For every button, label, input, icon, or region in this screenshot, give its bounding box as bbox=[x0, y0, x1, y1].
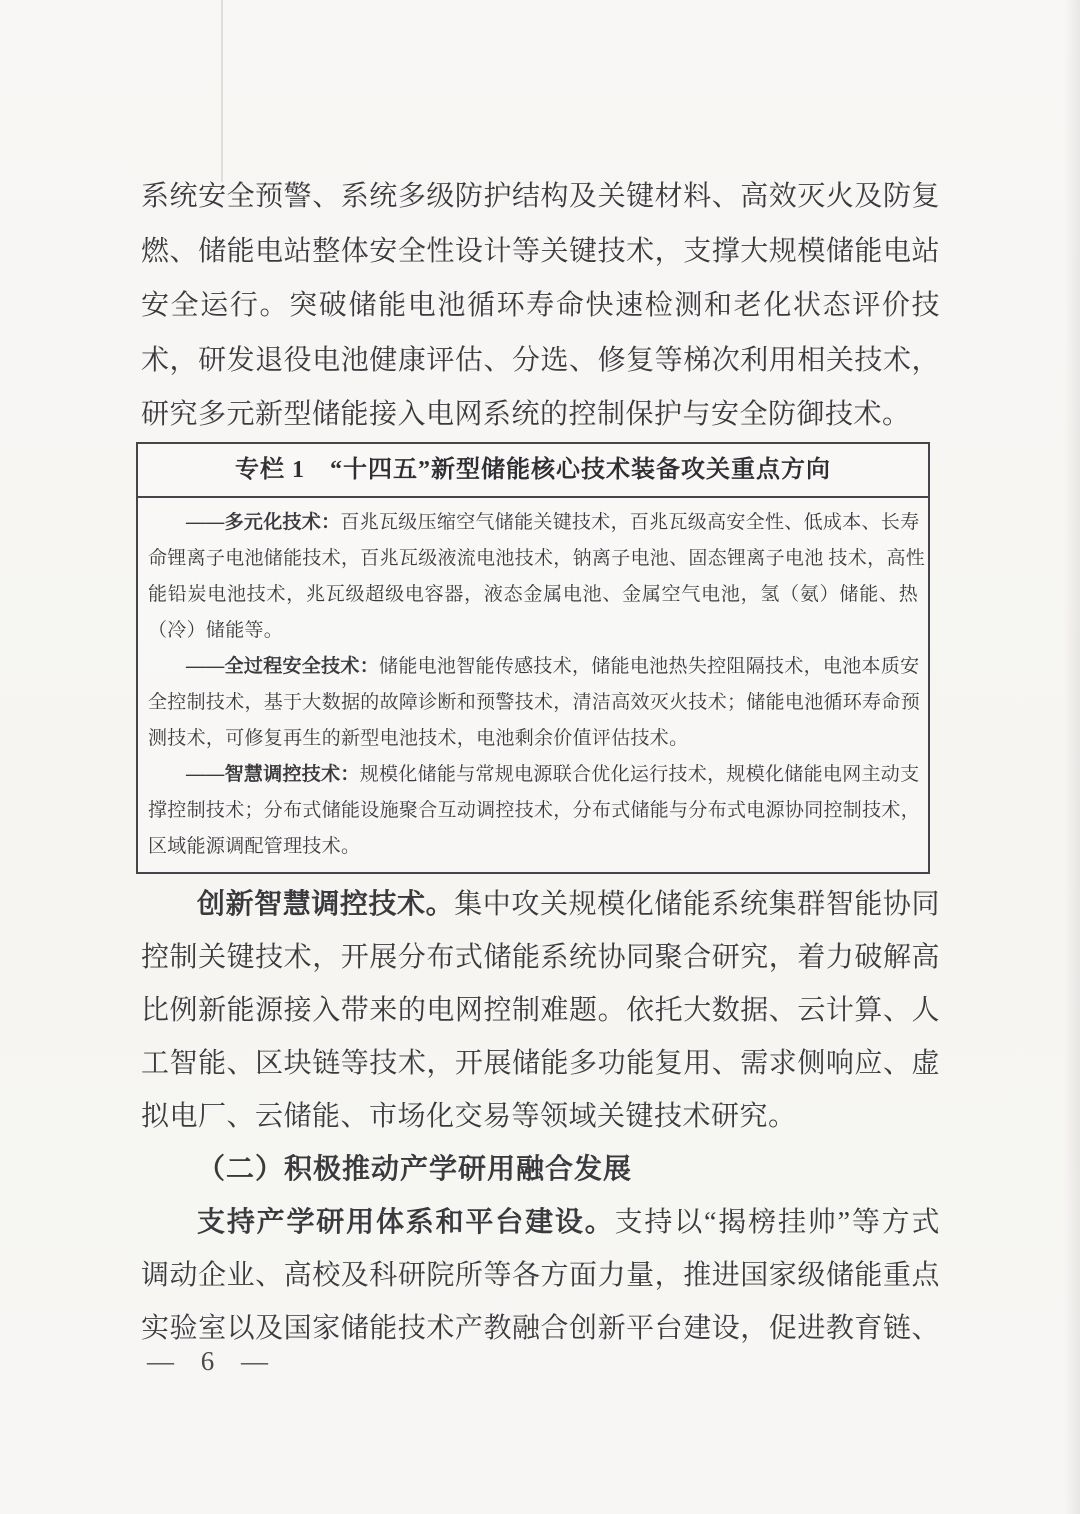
scan-fold-line bbox=[221, 0, 223, 182]
line-text: 支持以“揭榜挂帅”等方式 bbox=[614, 1207, 940, 1238]
page-number: — 6 — bbox=[147, 1346, 278, 1376]
text-line: 区域能源调配管理技术。 bbox=[148, 836, 361, 857]
sentence-lead-phrase: 创新智慧调控技术。 bbox=[197, 889, 455, 920]
box-line-text: 储能电池智能传感技术，储能电池热失控阻隔技术，电池本质安 bbox=[379, 656, 920, 677]
callout-box-body bbox=[138, 498, 928, 872]
text-line: 控制关键技术，开展分布式储能系统协同聚合研究，着力破解高 bbox=[141, 942, 940, 973]
text-line: 研究多元新型储能接入电网系统的控制保护与安全防御技术。 bbox=[141, 399, 911, 430]
text-line: 术，研发退役电池健康评估、分选、修复等梯次利用相关技术， bbox=[141, 344, 940, 376]
box-line-text: 百兆瓦级压缩空气储能关键技术，百兆瓦级高安全性、低成本、长寿 bbox=[340, 512, 920, 533]
box-line-text: 规模化储能与常规电源联合优化运行技术，规模化储能电网主动支 bbox=[359, 764, 920, 785]
section-heading: （二）积极推动产学研用融合发展 bbox=[197, 1154, 633, 1185]
text-line: 测技术，可修复再生的新型电池技术，电池剩余价值评估技术。 bbox=[148, 728, 689, 749]
paragraph-1 bbox=[141, 170, 940, 443]
text-line: 燃、储能电站整体安全性设计等关键技术，支撑大规模储能电站 bbox=[141, 235, 940, 267]
text-line: （冷）储能等。 bbox=[148, 620, 284, 641]
text-line bbox=[148, 649, 918, 685]
text-line: 拟电厂、云储能、市场化交易等领域关键技术研究。 bbox=[141, 1101, 797, 1132]
text-line: 撑控制技术；分布式储能设施聚合互动调控技术，分布式储能与分布式电源协同控制技术， bbox=[148, 800, 921, 821]
text-line: 能铅炭电池技术，兆瓦级超级电容器，液态金属电池、金属空气电池，氢（氨）储能、热 bbox=[148, 584, 918, 605]
text-line: 调动企业、高校及科研院所等各方面力量，推进国家级储能重点 bbox=[141, 1260, 940, 1291]
scan-edge-shadow bbox=[1064, 0, 1080, 1514]
text-line bbox=[141, 1196, 940, 1249]
text-line: 命锂离子电池储能技术，百兆瓦级液流电池技术，钠离子电池、固态锂离子电池 技术，高性 bbox=[148, 548, 926, 569]
sentence-lead-phrase: 支持产学研用体系和平台建设。 bbox=[197, 1207, 615, 1238]
text-line: 实验室以及国家储能技术产教融合创新平台建设，促进教育链、 bbox=[141, 1313, 940, 1344]
text-line: 系统安全预警、系统多级防护结构及关键材料、高效灭火及防复 bbox=[141, 181, 940, 212]
text-line bbox=[141, 878, 940, 931]
callout-box bbox=[136, 442, 930, 874]
text-line: 安全运行。突破储能电池循环寿命快速检测和老化状态评价技 bbox=[141, 290, 940, 321]
text-line bbox=[148, 757, 918, 793]
line-text: 集中攻关规模化储能系统集群智能协同 bbox=[454, 889, 940, 920]
box-lead-phrase: ——全过程安全技术： bbox=[186, 656, 380, 677]
text-line bbox=[148, 505, 918, 541]
text-line: 全控制技术，基于大数据的故障诊断和预警技术，清洁高效灭火技术；储能电池循环寿命预 bbox=[148, 692, 921, 713]
text-line: 工智能、区块链等技术，开展储能多功能复用、需求侧响应、虚 bbox=[141, 1048, 940, 1079]
callout-box-title: 专栏 1 “十四五”新型储能核心技术装备攻关重点方向 bbox=[138, 444, 928, 498]
box-lead-phrase: ——智慧调控技术： bbox=[186, 764, 360, 785]
text-line: 比例新能源接入带来的电网控制难题。依托大数据、云计算、人 bbox=[141, 995, 940, 1026]
paragraph-2 bbox=[141, 878, 940, 1355]
box-lead-phrase: ——多元化技术： bbox=[186, 512, 341, 533]
